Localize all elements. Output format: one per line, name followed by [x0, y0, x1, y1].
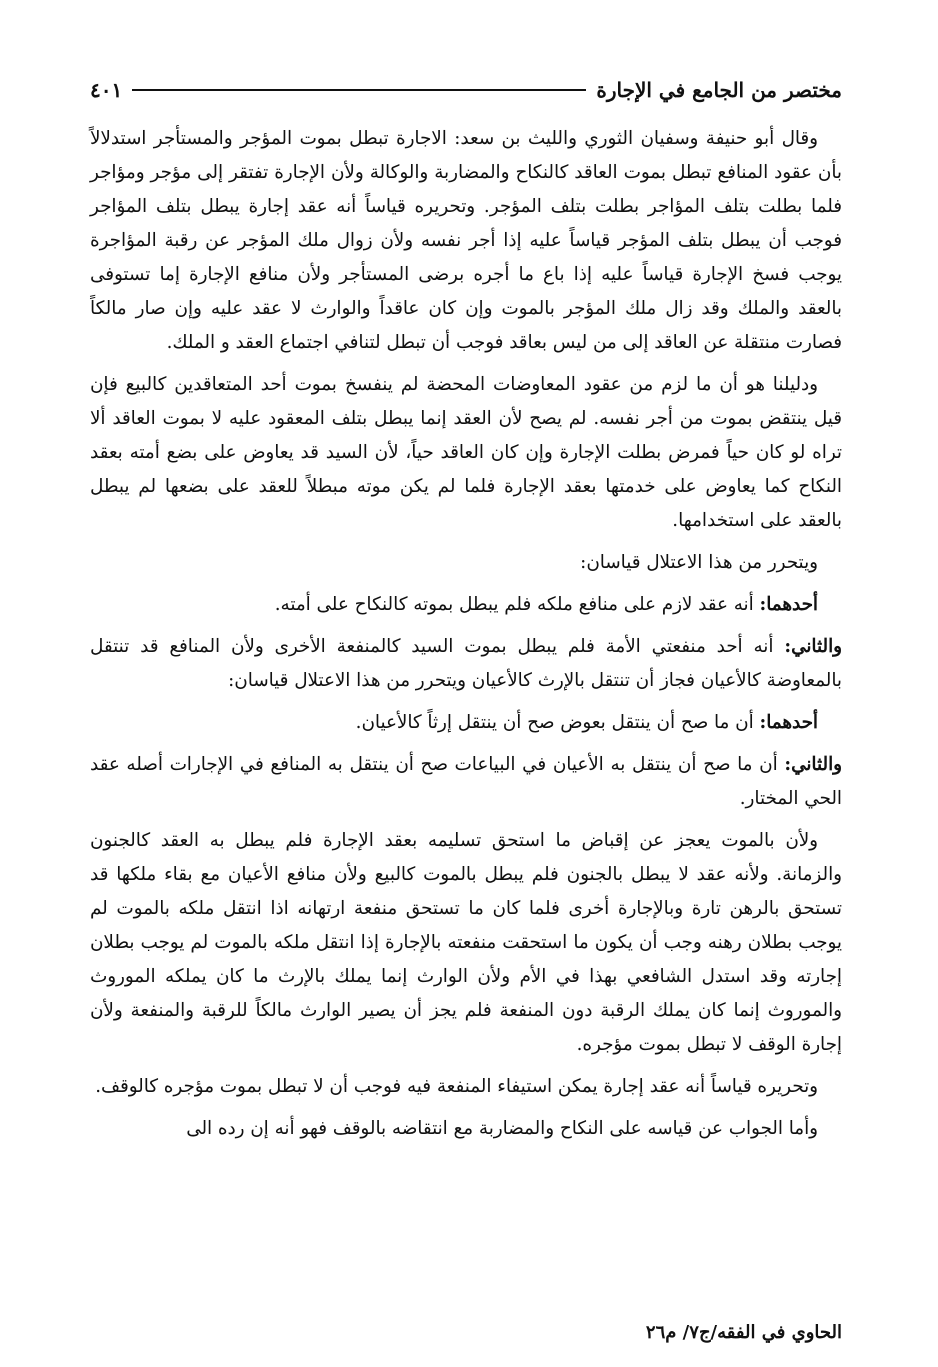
list-item-text: أنه أحد منفعتي الأمة فلم يبطل بموت السيد كالمنفعة الأخرى ولأن المنافع قد تنتقل بالمعاوضة كالأعيان فجاز أن تنتقل بالإرث كالأعيان ويتحرر من هذا الاعتلال قياسان:	[90, 636, 842, 691]
footer-signature: الحاوي في الفقه/ج٧/ م٢٦	[645, 1322, 842, 1343]
list-item-label: والثاني:	[784, 636, 842, 657]
list-item	[90, 630, 842, 698]
list-intro: ويتحرر من هذا الاعتلال قياسان:	[580, 552, 818, 573]
paragraph: وأما الجواب عن قياسه على النكاح والمضاربة مع انتقاضه بالوقف فهو أنه إن رده الى	[186, 1118, 818, 1139]
body-text	[90, 122, 842, 1146]
list-item-text: أن ما صح أن ينتقل بعوض صح أن ينتقل إرثاً كالأعيان.	[355, 712, 754, 733]
paragraph: وقال أبو حنيفة وسفيان الثوري والليث بن سعد: الاجارة تبطل بموت المؤجر والمستأجر استدلالاً بأن عقود المنافع تبطل بموت العاقد كالنكاح والمضاربة والوكالة ولأن الإجارة تفتقر إلى مؤجر ومؤاجر فلما بطلت بتلف المؤاجر بطلت بتلف المؤجر. وتحريره قياساً أنه عقد إجارة يبطل بتلف المؤاجر فوجب أن يبطل بتلف المؤجر قياساً عليه إذا أجر نفسه ولأن زوال ملك المؤجر عن رقبة المؤاجرة يوجب فسخ الإجارة قياساً عليه إذا باع ما أجره برضى المستأجر ولأن منافع الإجارة إما تستوفى بالعقد والملك وقد زال ملك المؤجر بالموت وإن كان عاقداً والوارث لا عقد عليه وإن صار مالكاً فصارت منتقلة عن العاقد إلى من ليس بعاقد فوجب أن تبطل لتنافي اجتماع العقد و الملك.	[90, 128, 842, 353]
paragraph: ولأن بالموت يعجز عن إقباض ما استحق تسليمه بعقد الإجارة فلم يبطل به العقد كالجنون والزمانة. ولأنه عقد لا يبطل بالجنون فلم يبطل بالموت كالبيع ولأن منافع الأعيان مع بقاء ملكها قد تستحق بالرهن تارة وبالإجارة أخرى فلما كان ما تستحق منفعة ارتهانه اذا انتقل ملكه بالموت لم يوجب بطلان رهنه وجب أن يكون ما استحقت منفعته بالإجارة إذا انتقل ملكه بالموت لم يوجب بطلان إجارته وقد استدل الشافعي بهذا في الأم ولأن الوارث إنما يملك بالإرث ما كان يملكه الموروث والموروث إنما كان يملك الرقبة دون المنفعة فلم يجز أن يصير الوارث مالكاً للرقبة والمنفعة ولأن إجارة الوقف لا تبطل بموت مؤجره.	[90, 830, 842, 1055]
running-head	[90, 70, 842, 110]
header-rule	[132, 89, 586, 91]
list-item-label: أحدهما:	[759, 712, 818, 733]
list-item	[90, 748, 842, 816]
list-item-label: أحدهما:	[759, 594, 818, 615]
paragraph: ودليلنا هو أن ما لزم من عقود المعاوضات المحضة لم ينفسخ بموت أحد المتعاقدين كالبيع فإن قيل ينتقض بموت من أجر نفسه. لم يصح لأن العقد إنما يبطل بتلف المعقود عليه لا بموت العاقد ألا تراه لو كان حياً فمرض بطلت الإجارة وإن كان العاقد حياً، لأن السيد قد يعاوض على بضع أمته بعقد النكاح كما يعاوض على خدمتها بعقد الإجارة فلما لم يكن موته مبطلاً للعقد على بضعها لم يبطل بالعقد على استخدامها.	[90, 374, 842, 531]
list-item-text: أنه عقد لازم على منافع ملكه فلم يبطل بموته كالنكاح على أمته.	[274, 594, 754, 615]
list-item	[90, 588, 842, 622]
list-item	[90, 706, 842, 740]
list-item-text: أن ما صح أن ينتقل به الأعيان في البياعات صح أن ينتقل به المنافع في الإجارات أصله عقد الحي المختار.	[90, 754, 842, 809]
page	[90, 70, 842, 1154]
page-number: ٤٠١	[90, 78, 123, 102]
paragraph: وتحريره قياساً أنه عقد إجارة يمكن استيفاء المنفعة فيه فوجب أن لا تبطل بموت مؤجره كالوقف.	[95, 1076, 818, 1097]
running-title: مختصر من الجامع في الإجارة	[596, 78, 842, 102]
list-item-label: والثاني:	[784, 754, 842, 775]
